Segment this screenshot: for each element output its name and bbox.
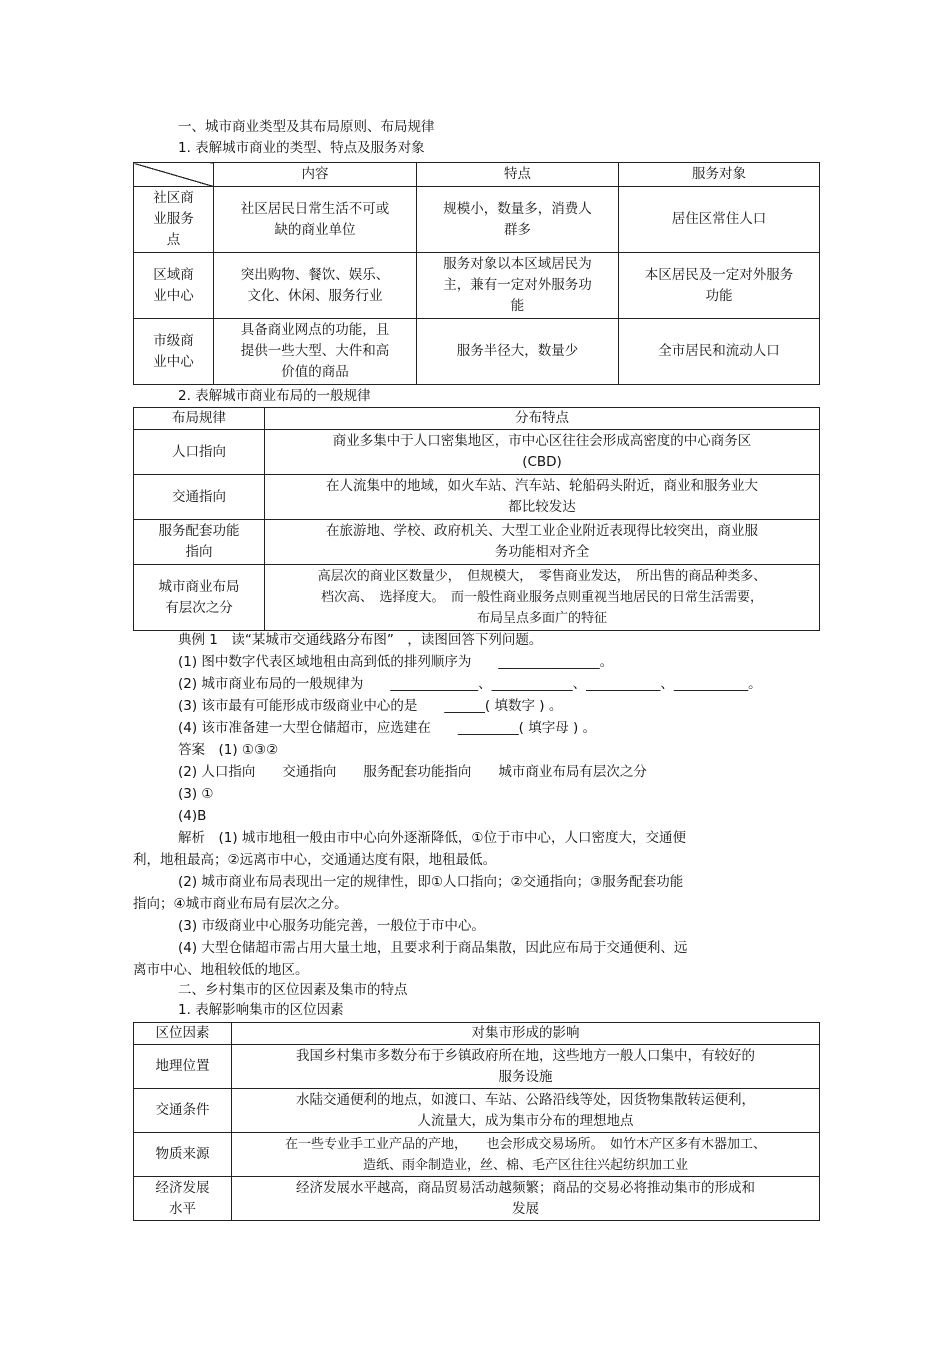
example-question-4: (4) 该市准备建一大型仓储超市，应选建在 _________( 填字母 ) 。 [178, 720, 597, 736]
table-3-header-factor: 区位因素 [134, 1023, 232, 1045]
table-row [134, 187, 820, 253]
table-3-header-impact: 对集市形成的影响 [232, 1023, 820, 1045]
row-desc: 我国乡村集市多数分布于乡镇政府所在地，这些地方一般人口集中，有较好的 服务设施 [232, 1045, 820, 1089]
table-3-caption: 1. 表解影响集市的区位因素 [178, 1002, 344, 1018]
row-desc: 高层次的商业区数量少， 但规模大， 零售商业发达， 所出售的商品种类多、 档次高、 选择度大。 而一般性商业服务点则重视当地居民的日常生活需要， 布局呈点多面广的特征 [265, 565, 820, 631]
table-row [134, 520, 820, 565]
table-1-header-content: 内容 [214, 163, 417, 187]
table-1-caption: 1. 表解城市商业的类型、特点及服务对象 [178, 140, 425, 156]
table-row [134, 1133, 820, 1177]
example-question-2: (2) 城市商业布局的一般规律为 _____________、____________、___________、___________。 [178, 676, 762, 692]
row-name: 交通条件 [134, 1089, 232, 1133]
table-row [134, 430, 820, 475]
table-1-header-target: 服务对象 [619, 163, 820, 187]
table-2-layout-rules [133, 407, 820, 631]
table-row [134, 475, 820, 520]
table-row [134, 1045, 820, 1089]
table-3-market-factors [133, 1022, 820, 1221]
row-name: 城市商业布局 有层次之分 [134, 565, 265, 631]
answer-3: (3) ① [178, 786, 214, 802]
analysis-3: (3) 市级商业中心服务功能完善，一般位于市中心。 [178, 918, 485, 934]
analysis-2-line-1: (2) 城市商业布局表现出一定的规律性，即①人口指向；②交通指向；③服务配套功能 [178, 874, 684, 890]
analysis-1-line-2: 利，地租最高；②远离市中心，交通通达度有限，地租最低。 [133, 852, 497, 868]
answer-4: (4)B [178, 808, 207, 824]
row-target: 全市居民和流动人口 [619, 319, 820, 385]
answer-2: (2) 人口指向 交通指向 服务配套功能指向 城市商业布局有层次之分 [178, 764, 647, 780]
analysis-2-line-2: 指向；④城市商业布局有层次之分。 [133, 896, 348, 912]
table-1-header-feature: 特点 [417, 163, 619, 187]
table-row [134, 253, 820, 319]
row-target: 居住区常住人口 [619, 187, 820, 253]
row-target: 本区居民及一定对外服务 功能 [619, 253, 820, 319]
row-desc: 在人流集中的地域，如火车站、汽车站、轮船码头附近，商业和服务业大 都比较发达 [265, 475, 820, 520]
row-feature: 服务半径大，数量少 [417, 319, 619, 385]
example-question-1: (1) 图中数字代表区域地租由高到低的排列顺序为 _______________。 [178, 654, 614, 670]
row-name: 交通指向 [134, 475, 265, 520]
analysis-1-line-1: 解析 (1) 城市地租一般由市中心向外逐渐降低，①位于市中心，人口密度大，交通便 [178, 830, 687, 846]
analysis-4-line-2: 离市中心、地租较低的地区。 [133, 962, 309, 978]
section-2-title: 二、乡村集市的区位因素及集市的特点 [178, 982, 408, 998]
table-2-header-desc: 分布特点 [265, 408, 820, 430]
row-desc: 经济发展水平越高，商品贸易活动越频繁；商品的交易必将推动集市的形成和 发展 [232, 1177, 820, 1221]
table-2-header-rule: 布局规律 [134, 408, 265, 430]
answer-1: 答案 (1) ①③② [178, 742, 279, 758]
row-content: 具备商业网点的功能，且 提供一些大型、大件和高 价值的商品 [214, 319, 417, 385]
table-1-commerce-types [133, 162, 820, 385]
analysis-4-line-1: (4) 大型仓储超市需占用大量土地，且要求利于商品集散，因此应布局于交通便利、远 [178, 940, 688, 956]
table-row [134, 319, 820, 385]
section-1-title: 一、城市商业类型及其布局原则、布局规律 [178, 119, 435, 135]
row-feature: 服务对象以本区域居民为 主，兼有一定对外服务功 能 [417, 253, 619, 319]
table-1-corner [134, 163, 214, 187]
table-row [134, 1177, 820, 1221]
row-name: 服务配套功能 指向 [134, 520, 265, 565]
row-name: 物质来源 [134, 1133, 232, 1177]
row-feature: 规模小，数量多，消费人 群多 [417, 187, 619, 253]
row-content: 社区居民日常生活不可或 缺的商业单位 [214, 187, 417, 253]
row-desc: 在一些专业手工业产品的产地， 也会形成交易场所。 如竹木产区多有木器加工、 造纸、雨伞制造业，丝、棉、毛产区往往兴起纺织加工业 [232, 1133, 820, 1177]
row-content: 突出购物、餐饮、娱乐、 文化、休闲、服务行业 [214, 253, 417, 319]
row-name: 市级商 业中心 [134, 319, 214, 385]
example-heading: 典例 1 读“某城市交通线路分布图” ，读图回答下列问题。 [178, 632, 543, 648]
row-name: 区域商 业中心 [134, 253, 214, 319]
table-row [134, 565, 820, 631]
row-desc: 在旅游地、学校、政府机关、大型工业企业附近表现得比较突出，商业服 务功能相对齐全 [265, 520, 820, 565]
row-name: 社区商 业服务 点 [134, 187, 214, 253]
example-question-3: (3) 该市最有可能形成市级商业中心的是 ______( 填数字 ) 。 [178, 698, 563, 714]
row-name: 经济发展 水平 [134, 1177, 232, 1221]
row-name: 地理位置 [134, 1045, 232, 1089]
row-name: 人口指向 [134, 430, 265, 475]
table-2-caption: 2. 表解城市商业布局的一般规律 [178, 388, 371, 404]
row-desc: 水陆交通便利的地点，如渡口、车站、公路沿线等处，因货物集散转运便利， 人流量大，成为集市分布的理想地点 [232, 1089, 820, 1133]
table-row [134, 1089, 820, 1133]
row-desc: 商业多集中于人口密集地区，市中心区往往会形成高密度的中心商务区 (CBD) [265, 430, 820, 475]
